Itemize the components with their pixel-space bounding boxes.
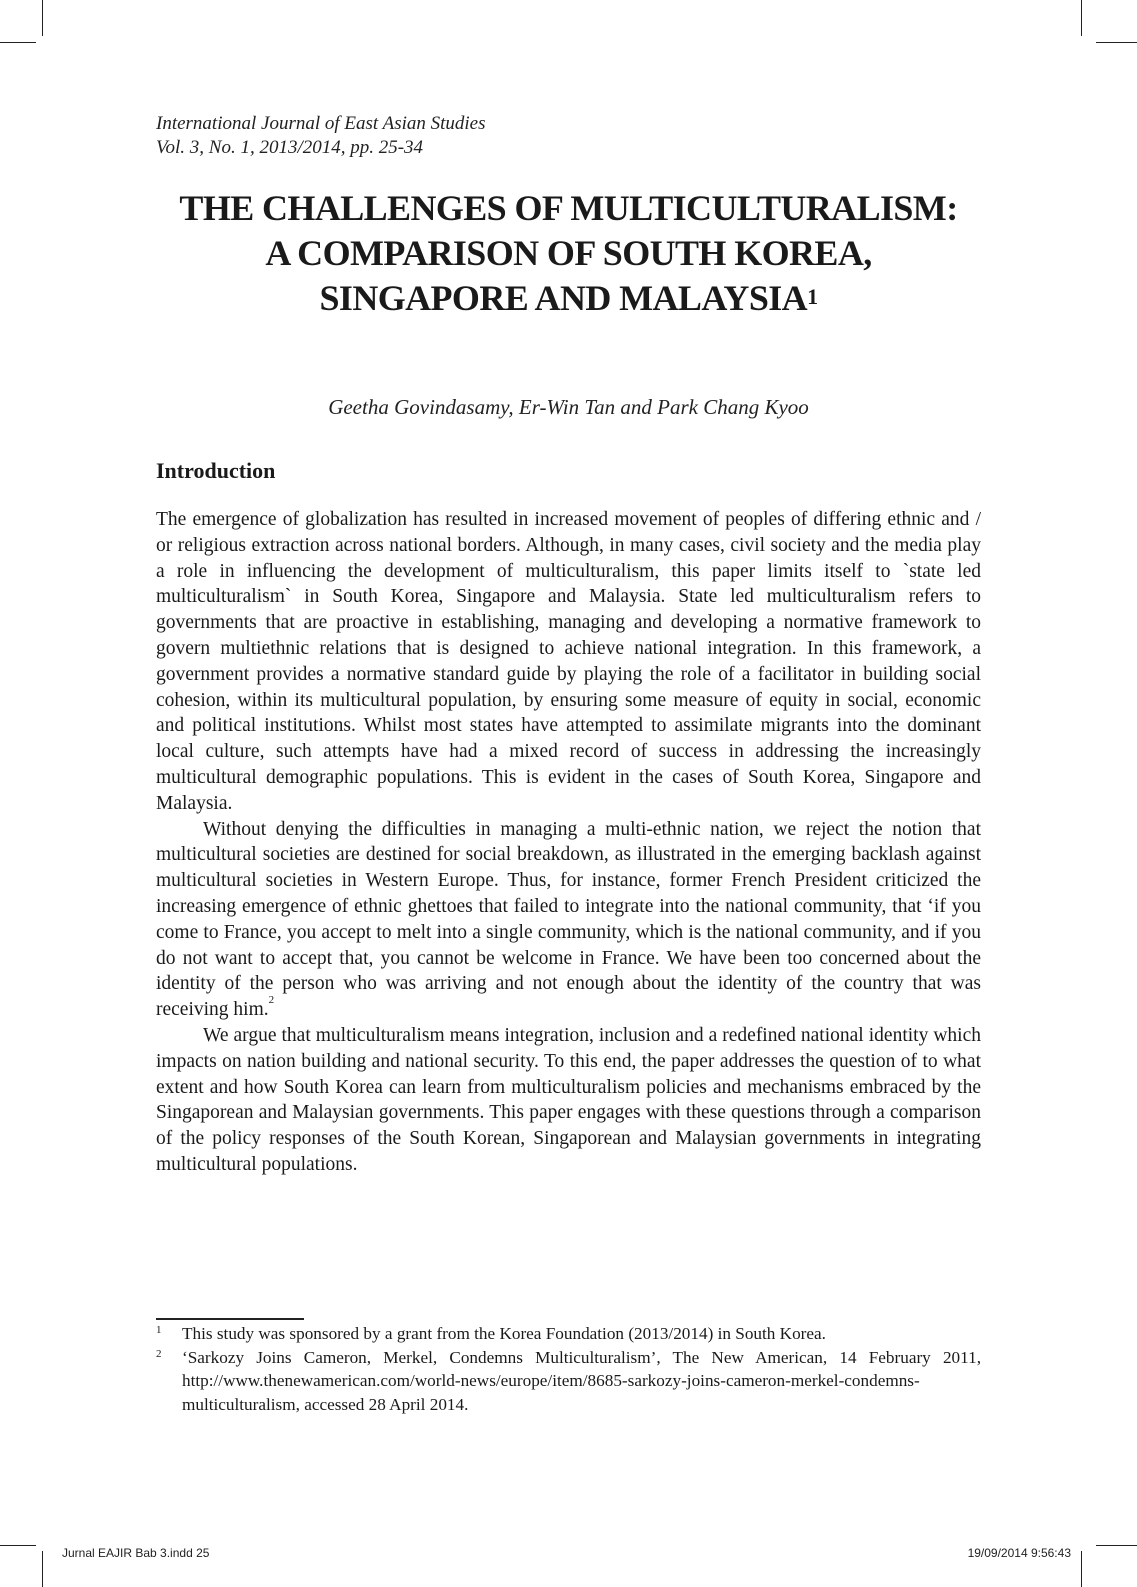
paragraph-1: The emergence of globalization has resulted in increased movement of peoples of differing ethnic and / or religious extraction across national borders. Although, in many cases, civil society and the media play a role in influencing the development of multiculturalism, this paper limits itself to `state led multiculturalism` in South Korea, Singapore and Malaysia. State led multiculturalism refers to governments that are proactive in establishing, managing and developing a normative framework to govern multiethnic relations that is designed to achieve national integration. In this framework, a government provides a normative standard guide by playing the role of a facilitator in building social cohesion, within its multicultural population, by ensuring some measure of equity in social, economic and political institutions. Whilst most states have attempted to assimilate migrants into the dominant local culture, such attempts have had a mixed record of success in addressing the increasingly multicultural demographic populations. This is evident in the cases of South Korea, Singapore and Malaysia. [156, 509, 981, 814]
introduction-body [156, 507, 981, 1178]
crop-mark-bottom-left-vertical [42, 1551, 43, 1587]
title-footnote-ref[interactable]: 1 [807, 284, 818, 309]
footnote-separator [156, 1318, 304, 1320]
crop-mark-bottom-right-vertical [1081, 1551, 1082, 1587]
footnote-2-number: 2 [156, 1347, 162, 1360]
paper-title [140, 186, 997, 321]
paragraph-2-text: Without denying the difficulties in managing a multi-ethnic nation, we reject the notion that multicultural societies are destined for social breakdown, as illustrated in the emerging backlash against multicultural societies in Western Europe. Thus, for instance, former French President criticized the increasing emergence of ethnic ghettoes that failed to integrate into the national community, that ‘if you come to France, you accept to melt into a single community, which is the national community, and if you do not want to accept that, you cannot be welcome in France. We have been too concerned about the identity of the person who was arriving and not enough about the identity of the country that was receiving him. [156, 818, 981, 1021]
print-slug-left: Jurnal EAJIR Bab 3.indd 25 [62, 1546, 210, 1560]
footnote-2 [156, 1346, 981, 1417]
footnote-ref-2[interactable]: 2 [268, 994, 275, 1007]
title-line-3-text: SINGAPORE AND MALAYSIA [319, 278, 808, 318]
crop-mark-bottom-right-horizontal [1096, 1545, 1137, 1546]
print-slug-right: 19/09/2014 9:56:43 [967, 1546, 1071, 1560]
title-line-3 [140, 276, 997, 321]
paragraph-3: We argue that multiculturalism means integration, inclusion and a redefined national identity which impacts on nation building and national security. To this end, the paper addresses the question of to what extent and how South Korea can learn from multiculturalism policies and mechanisms embraced by the Singaporean and Malaysian governments. This paper engages with these questions through a comparison of the policy responses of the South Korean, Singaporean and Malaysian governments in integrating multicultural populations. [156, 1024, 981, 1175]
crop-mark-top-left-horizontal [0, 42, 36, 43]
crop-mark-top-right-horizontal [1096, 42, 1137, 43]
author-list: Geetha Govindasamy, Er-Win Tan and Park Chang Kyoo [328, 395, 809, 419]
paragraph-2 [156, 817, 981, 1023]
crop-mark-top-left-vertical [42, 0, 43, 36]
footnote-2-text: ‘Sarkozy Joins Cameron, Merkel, Condemns Multiculturalism’, The New American, 14 February 2011, http://www.thenewamerican.com/world-news/europe/item/8685-sarkozy-joins-cameron-merkel-condemns-multiculturalism, accessed 28 April 2014. [182, 1347, 981, 1414]
journal-header [156, 112, 486, 160]
title-line-2: A COMPARISON OF SOUTH KOREA, [265, 233, 872, 273]
footnote-1 [156, 1322, 981, 1346]
crop-mark-top-right-vertical [1081, 0, 1082, 36]
footnote-1-number: 1 [156, 1324, 162, 1336]
journal-name: International Journal of East Asian Studies [156, 113, 486, 134]
footnotes [156, 1322, 981, 1416]
journal-volume: Vol. 3, No. 1, 2013/2014, pp. 25-34 [156, 137, 424, 158]
footnote-1-text: This study was sponsored by a grant from the Korea Foundation (2013/2014) in South Korea. [182, 1324, 826, 1343]
title-line-1: THE CHALLENGES OF MULTICULTURALISM: [179, 188, 958, 228]
crop-mark-bottom-left-horizontal [0, 1545, 36, 1546]
section-heading-introduction: Introduction [156, 458, 276, 483]
